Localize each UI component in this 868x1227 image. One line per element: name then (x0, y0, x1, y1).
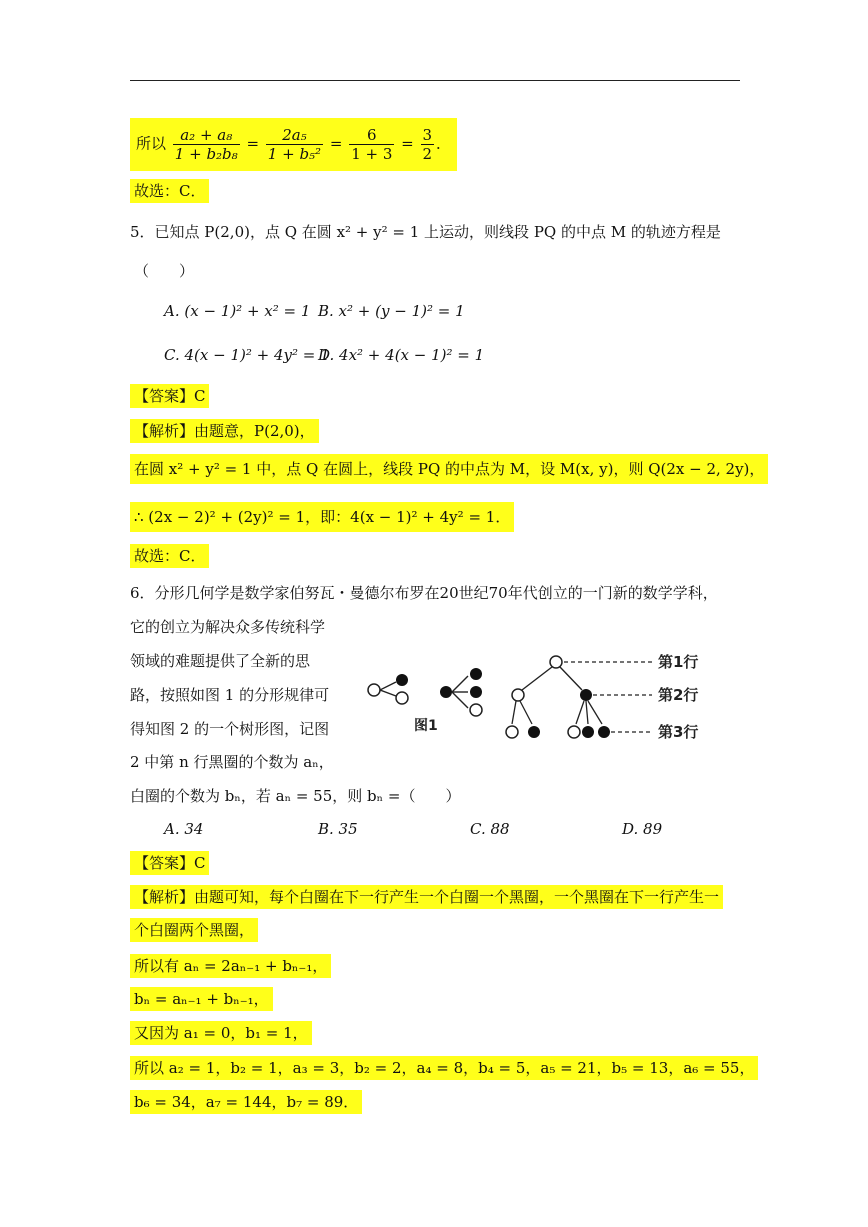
q5-answer: 【答案】C (130, 385, 209, 407)
fraction-1: $\frac{\text{a₂ + a₈}}{\text{1 + b₂b₈}}$ (174, 126, 238, 163)
row-3-label: 第3行 (658, 723, 699, 741)
q5-option-a: A. (x − 1)² + x² = 1 (164, 302, 311, 320)
q6-analysis-3: 所以有 aₙ = 2aₙ₋₁ + bₙ₋₁， (130, 955, 331, 977)
black-circle-icon (396, 674, 408, 686)
q6-stem-4: 路，按照如图 1 的分形规律可 (130, 686, 330, 704)
q5-analysis-3: ∴ (2x − 2)² + (2y)² = 1，即：4(x − 1)² + 4y² = 1． (130, 506, 514, 528)
q5-option-b: B. x² + (y − 1)² = 1 (318, 302, 465, 320)
black-circle-icon (440, 686, 452, 698)
q6-analysis-1: 【解析】由题可知，每个白圈在下一行产生一个白圈一个黑圈，一个黑圈在下一行产生一 (130, 886, 723, 908)
q6-analysis-7: b₆ = 34，a₇ = 144，b₇ = 89． (130, 1091, 362, 1113)
q5-stem: 5．已知点 P(2,0)，点 Q 在圆 x² + y² = 1 上运动，则线段 PQ 的中点 M 的轨迹方程是 (130, 223, 721, 241)
q6-option-a: A. 34 (164, 820, 204, 838)
q5-select: 故选：C． (130, 545, 209, 567)
fraction-4: $\frac{3}{2}$ (422, 126, 433, 163)
fraction-line: 所以 $\frac{\text{a₂ + a₈}}{\text{1 + b₂b₈}}$ = $\frac{\text{2a₅}}{\text{1 + b₅²}}$ = $\frac{6}{1 + 3}$ = $\frac{3}{2}$ ． (130, 118, 457, 171)
white-circle-icon (396, 692, 408, 704)
q6-option-d: D. 89 (622, 820, 663, 838)
q6-analysis-5: 又因为 a₁ = 0，b₁ = 1， (130, 1022, 312, 1044)
q6-analysis-4: bₙ = aₙ₋₁ + bₙ₋₁， (130, 988, 273, 1010)
q6-stem-3: 领域的难题提供了全新的思 (130, 652, 311, 670)
black-circle-icon (470, 668, 482, 680)
fraction-3: $\frac{6}{1 + 3}$ (351, 126, 393, 163)
row-2-label: 第2行 (658, 686, 699, 704)
figure-1 (368, 668, 482, 734)
white-circle-icon (368, 684, 380, 696)
select-line-top: 故选：C． (130, 180, 209, 202)
black-circle-icon (470, 686, 482, 698)
figure-1-label: 图1 (414, 718, 438, 734)
white-circle-icon (470, 704, 482, 716)
q6-stem-7: 白圈的个数为 bₙ，若 aₙ = 55，则 bₙ =（ ） (130, 787, 461, 805)
q6-stem-1: 6．分形几何学是数学家伯努瓦・曼德尔布罗在20世纪70年代创立的一门新的数学学科， (130, 584, 718, 602)
row-1-label: 第1行 (658, 653, 699, 671)
fractal-figure (362, 650, 732, 750)
q5-analysis-1: 【解析】由题意，P(2,0)， (130, 420, 319, 442)
q5-paren: （ ） (134, 262, 195, 280)
header-rule (130, 80, 740, 81)
q6-analysis-6: 所以 a₂ = 1，b₂ = 1，a₃ = 3，b₂ = 2，a₄ = 8，b₄ = 5，a₅ = 21，b₅ = 13，a₆ = 55， (130, 1057, 758, 1079)
q6-analysis-2: 个白圈两个黑圈， (130, 919, 258, 941)
figure-2-tree (506, 653, 698, 741)
q6-stem-2: 它的创立为解决众多传统科学 (130, 618, 326, 636)
q5-option-d: D. 4x² + 4(x − 1)² = 1 (318, 346, 485, 364)
prefix-text: 所以 (136, 134, 167, 153)
q6-stem-5: 得知图 2 的一个树形图，记图 (130, 720, 330, 738)
fraction-2: $\frac{\text{2a₅}}{\text{1 + b₅²}}$ (267, 126, 322, 163)
q6-answer: 【答案】C (130, 852, 209, 874)
q6-option-c: C. 88 (470, 820, 510, 838)
q5-option-c: C. 4(x − 1)² + 4y² = 1 (164, 346, 330, 364)
q6-option-b: B. 35 (318, 820, 358, 838)
q6-stem-6: 2 中第 n 行黑圈的个数为 aₙ， (130, 753, 334, 771)
q5-analysis-2: 在圆 x² + y² = 1 中，点 Q 在圆上，线段 PQ 的中点为 M，设 M(x, y)，则 Q(2x − 2, 2y)， (130, 458, 768, 480)
